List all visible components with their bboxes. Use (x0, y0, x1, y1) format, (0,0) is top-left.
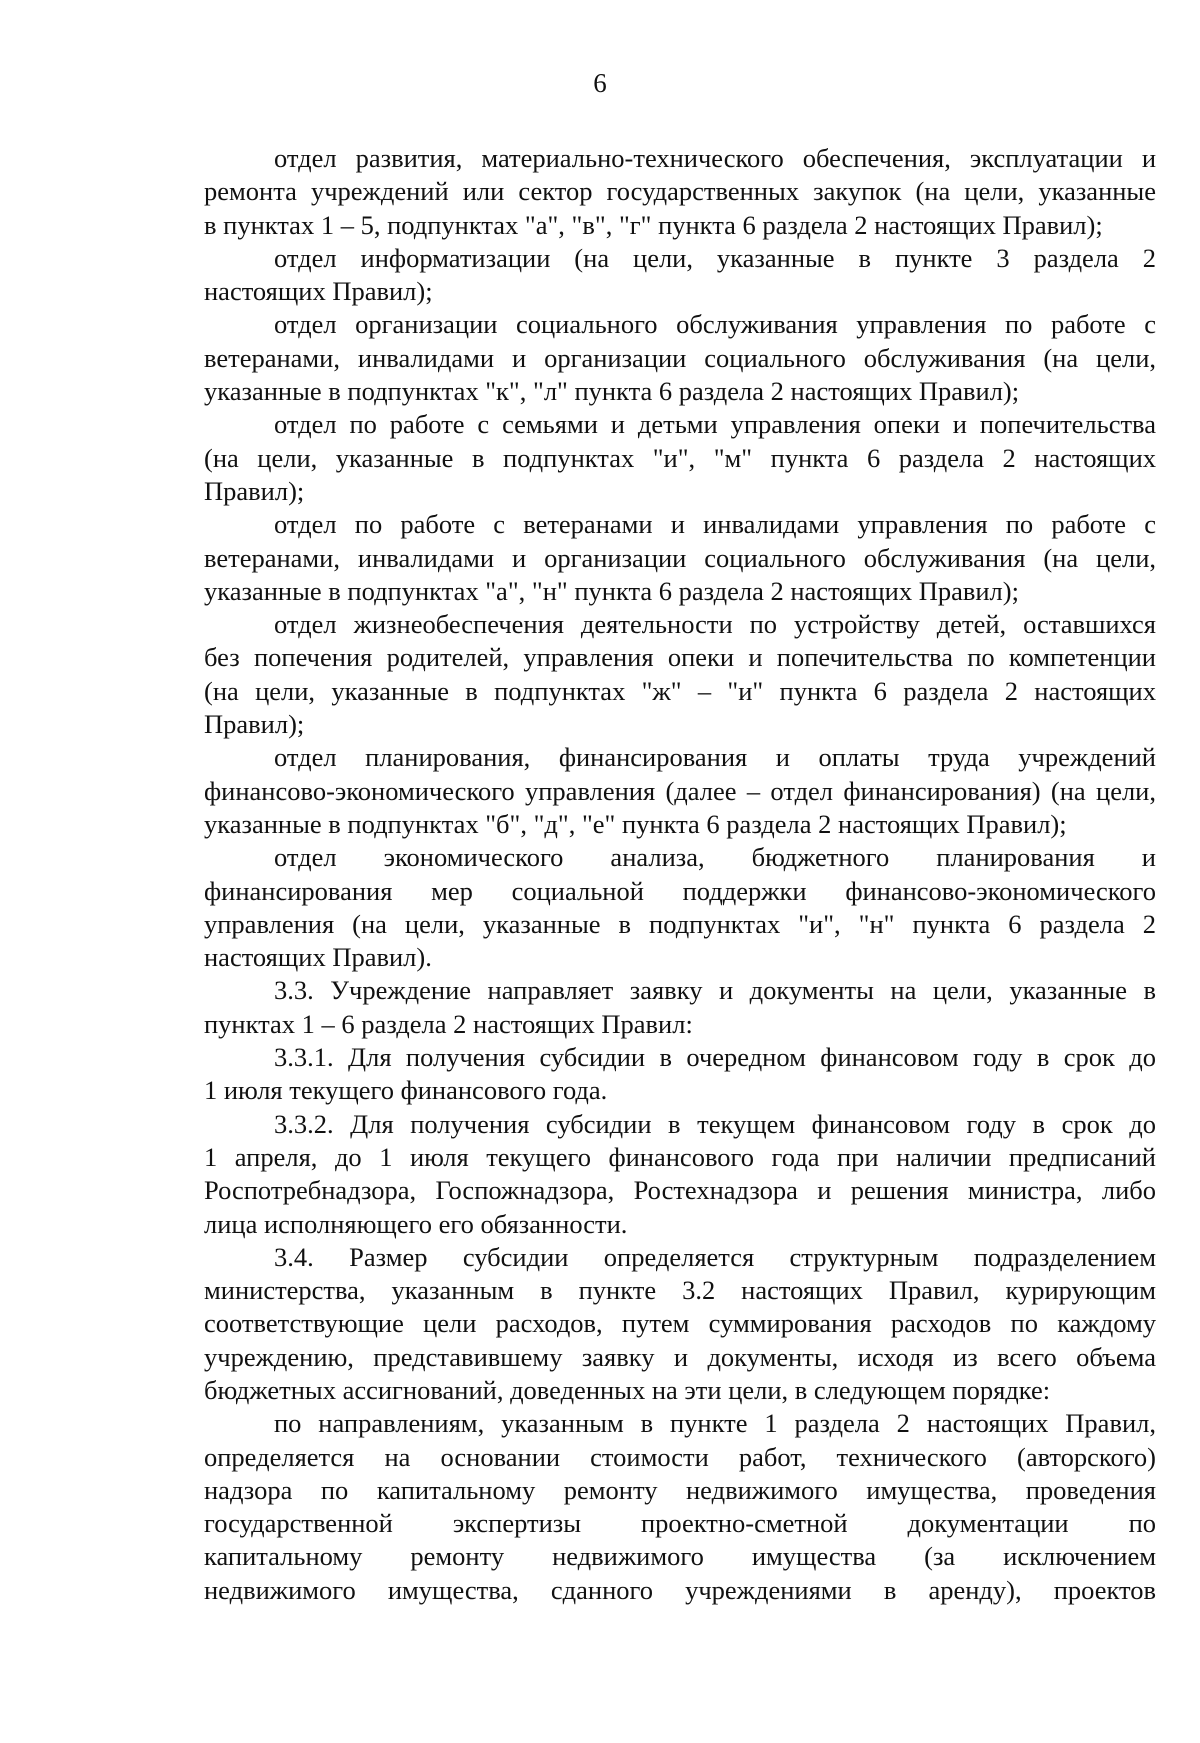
text-line: 3.3.2. Для получения субсидии в текущем финансовом году в срок до (274, 1108, 1156, 1139)
paragraph (204, 1041, 1156, 1108)
text-line: определяется на основании стоимости работ, технического (авторского) (204, 1441, 1156, 1472)
text-line: недвижимого имущества, сданного учреждениями в аренду), проектов (204, 1574, 1156, 1605)
text-line: 1 июля текущего финансового года. (204, 1075, 608, 1106)
paragraph (204, 841, 1156, 974)
text-line: 1 апреля, до 1 июля текущего финансового года при наличии предписаний (204, 1141, 1156, 1172)
text-line: отдел организации социального обслуживания управления по работе с (274, 309, 1156, 340)
text-line: 3.4. Размер субсидии определяется структурным подразделением (274, 1241, 1156, 1272)
text-line: отдел информатизации (на цели, указанные в пункте 3 раздела 2 (274, 242, 1156, 273)
paragraph (204, 1108, 1156, 1241)
text-line: надзора по капитальному ремонту недвижимого имущества, проведения (204, 1474, 1156, 1505)
text-line: отдел по работе с семьями и детьми управления опеки и попечительства (274, 409, 1156, 440)
text-line: по направлениям, указанным в пункте 1 раздела 2 настоящих Правил, (274, 1408, 1156, 1439)
paragraph (204, 142, 1156, 242)
text-line: соответствующие цели расходов, путем суммирования расходов по каждому (204, 1308, 1156, 1339)
text-line: Роспотребнадзора, Госпожнадзора, Ростехнадзора и решения министра, либо (204, 1175, 1156, 1206)
text-line: отдел по работе с ветеранами и инвалидами управления по работе с (274, 509, 1156, 540)
text-line: лица исполняющего его обязанности. (204, 1208, 628, 1239)
text-line: отдел планирования, финансирования и оплаты труда учреждений (274, 742, 1156, 773)
text-line: 3.3.1. Для получения субсидии в очередном финансовом году в срок до (274, 1042, 1156, 1073)
text-line: министерства, указанным в пункте 3.2 настоящих Правил, курирующим (204, 1275, 1156, 1306)
text-line: без попечения родителей, управления опеки и попечительства по компетенции (204, 642, 1156, 673)
paragraph (204, 608, 1156, 741)
text-line: отдел экономического анализа, бюджетного планирования и (274, 842, 1156, 873)
paragraph (204, 242, 1156, 309)
text-line: Правил); (204, 475, 305, 506)
text-line: (на цели, указанные в подпунктах "ж" – "и" пункта 6 раздела 2 настоящих (204, 675, 1156, 706)
text-line: бюджетных ассигнований, доведенных на эти цели, в следующем порядке: (204, 1374, 1051, 1405)
paragraph (204, 1407, 1156, 1607)
text-line: (на цели, указанные в подпунктах "и", "м" пункта 6 раздела 2 настоящих (204, 442, 1156, 473)
text-line: указанные в подпунктах "б", "д", "е" пункта 6 раздела 2 настоящих Правил); (204, 808, 1067, 839)
text-line: отдел развития, материально-технического обеспечения, эксплуатации и (274, 143, 1156, 173)
text-line: управления (на цели, указанные в подпунктах "и", "н" пункта 6 раздела 2 (204, 908, 1156, 939)
text-line: настоящих Правил). (204, 942, 432, 973)
paragraph (204, 741, 1156, 841)
text-line: ремонта учреждений или сектор государственных закупок (на цели, указанные (204, 176, 1156, 207)
paragraph (204, 308, 1156, 408)
paragraph (204, 408, 1156, 508)
text-line: капитальному ремонту недвижимого имущества (за исключением (204, 1541, 1156, 1572)
text-line: в пунктах 1 – 5, подпунктах "а", "в", "г" пункта 6 раздела 2 настоящих Правил); (204, 209, 1103, 240)
text-line: финансово-экономического управления (далее – отдел финансирования) (на цели, (204, 775, 1156, 806)
text-line: ветеранами, инвалидами и организации социального обслуживания (на цели, (204, 542, 1156, 573)
text-line: ветеранами, инвалидами и организации социального обслуживания (на цели, (204, 342, 1156, 373)
text-line: Правил); (204, 709, 305, 740)
paragraph (204, 1241, 1156, 1407)
text-line: пунктах 1 – 6 раздела 2 настоящих Правил: (204, 1008, 693, 1039)
text-line: настоящих Правил); (204, 276, 433, 307)
text-line: отдел жизнеобеспечения деятельности по устройству детей, оставшихся (274, 609, 1156, 640)
text-line: финансирования мер социальной поддержки финансово-экономического (204, 875, 1156, 906)
text-line: государственной экспертизы проектно-сметной документации по (204, 1508, 1156, 1539)
text-line: указанные в подпунктах "а", "н" пункта 6 раздела 2 настоящих Правил); (204, 575, 1019, 606)
text-line: указанные в подпунктах "к", "л" пункта 6 раздела 2 настоящих Правил); (204, 376, 1020, 407)
document-body (204, 142, 1156, 1607)
text-line: учреждению, представившему заявку и документы, исходя из всего объема (204, 1341, 1156, 1372)
paragraph (204, 974, 1156, 1041)
text-line: 3.3. Учреждение направляет заявку и документы на цели, указанные в (274, 975, 1156, 1006)
page-number: 6 (593, 68, 607, 98)
paragraph (204, 508, 1156, 608)
